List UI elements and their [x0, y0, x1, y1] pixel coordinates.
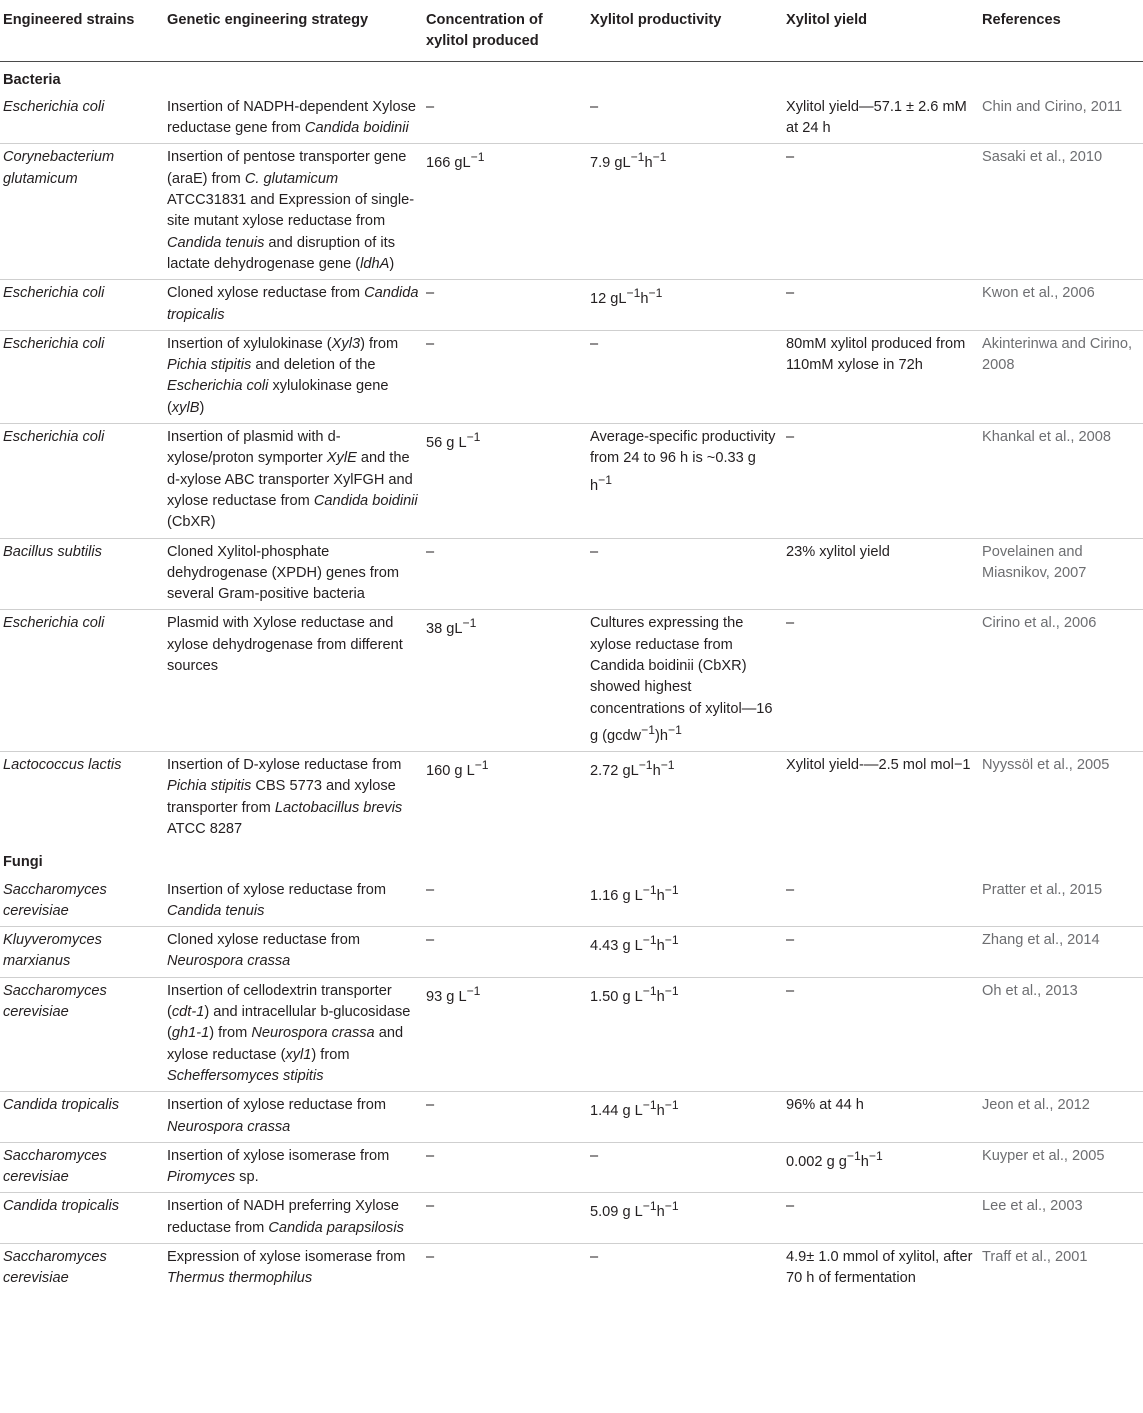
productivity-cell: – [587, 330, 783, 423]
table-row [0, 927, 1143, 978]
productivity-cell: 1.16 g $L^{-1}h^{-1}$ [590, 882, 679, 904]
yield-cell: – [783, 280, 979, 331]
productivity-cell: – [587, 1142, 783, 1193]
yield-cell: 80mM xylitol produced from 110mM xylose in 72h [783, 330, 979, 423]
strategy-cell: Insertion of cellodextrin transporter (cdt-1) and intracellular b-glucosidase (gh1-1) from Neurospora crassa and xylose reductase (xyl1) from Scheffersomyces stipitis [164, 977, 423, 1091]
productivity-cell: – [590, 98, 599, 115]
yield-cell: – [783, 610, 979, 752]
table-row [0, 1092, 1143, 1143]
yield-cell: 23% xylitol yield [783, 538, 979, 610]
reference-cell: Zhang et al., 2014 [979, 927, 1143, 978]
table-row [0, 610, 1143, 752]
strategy-cell: Insertion of NADPH-dependent Xylose reductase gene from Candida boidinii [167, 98, 417, 137]
header-yield: Xylitol yield [783, 0, 979, 61]
reference-cell: Traff et al., 2001 [979, 1244, 1143, 1294]
productivity-cell: Average-specific productivity from 24 to 96 h is ~0.33 g $h^{-1}$ [587, 424, 783, 538]
header-strategy: Genetic engineering strategy [164, 0, 423, 61]
yield-cell: – [783, 927, 979, 978]
productivity-cell: 2.72 $gL^{-1}h^{-1}$ [587, 752, 783, 845]
concentration-cell: – [423, 1092, 587, 1143]
strain-cell: Lactococcus lactis [0, 752, 164, 845]
strategy-cell: Insertion of D-xylose reductase from Pichia stipitis CBS 5773 and xylose transporter from Lactobacillus brevis ATCC 8287 [164, 752, 423, 845]
strategy-cell: Cloned xylose reductase from Neurospora crassa [164, 927, 423, 978]
productivity-cell: 1.50 g $L^{-1}h^{-1}$ [587, 977, 783, 1091]
strain-cell: Escherichia coli [0, 424, 164, 538]
yield-cell: 4.9± 1.0 mmol of xylitol, after 70 h of fermentation [783, 1244, 979, 1294]
strain-cell: Candida tropicalis [0, 1092, 164, 1143]
table-row [0, 1142, 1143, 1193]
productivity-cell: 4.43 g $L^{-1}h^{-1}$ [587, 927, 783, 978]
table-row [0, 877, 1143, 927]
strategy-cell: Plasmid with Xylose reductase and xylose dehydrogenase from different sources [164, 610, 423, 752]
table-row [0, 144, 1143, 280]
strain-cell: Saccharomyces cerevisiae [0, 1244, 164, 1294]
strategy-cell: Insertion of xylose reductase from Candida tenuis [167, 881, 387, 919]
table-row [0, 1244, 1143, 1294]
yield-cell: 96% at 44 h [783, 1092, 979, 1143]
reference-cell: Akinterinwa and Cirino, 2008 [979, 330, 1143, 423]
header-row [0, 0, 1143, 61]
reference-cell: Jeon et al., 2012 [979, 1092, 1143, 1143]
strain-cell: Saccharomyces cerevisiae [3, 881, 107, 919]
productivity-cell: – [587, 1244, 783, 1294]
strategy-cell: Cloned Xylitol-phosphate dehydrogenase (XPDH) genes from several Gram-positive bacteria [164, 538, 423, 610]
concentration-cell: – [426, 881, 435, 898]
reference-cell: Pratter et al., 2015 [982, 881, 1103, 898]
strategy-cell: Cloned xylose reductase from Candida tropicalis [164, 280, 423, 331]
header-concentration: Concentration of xylitol produced [423, 0, 587, 61]
strategy-cell: Insertion of pentose transporter gene (araE) from C. glutamicum ATCC31831 and Expression of single-site mutant xylose reductase from Candida tenuis and disruption of its lactate dehydrogenase gene (ldhA) [164, 144, 423, 280]
yield-cell: Xylitol yield-—2.5 mol mol−1 [783, 752, 979, 845]
strategy-cell: Expression of xylose isomerase from Thermus thermophilus [164, 1244, 423, 1294]
productivity-cell: – [587, 538, 783, 610]
reference-cell: Kuyper et al., 2005 [979, 1142, 1143, 1193]
header-strain: Engineered strains [0, 0, 164, 61]
concentration-cell: 93 g $L^{-1}$ [423, 977, 587, 1091]
section-label-bacteria: Bacteria [3, 71, 61, 88]
productivity-cell: 7.9 $gL^{-1}h^{-1}$ [587, 144, 783, 280]
table-row [0, 538, 1143, 610]
strategy-cell: Insertion of NADH preferring Xylose reductase from Candida parapsilosis [164, 1193, 423, 1244]
strain-cell: Escherichia coli [3, 98, 105, 115]
reference-cell: Sasaki et al., 2010 [979, 144, 1143, 280]
strain-cell: Escherichia coli [0, 280, 164, 331]
strain-cell: Saccharomyces cerevisiae [0, 977, 164, 1091]
concentration-cell: – [423, 330, 587, 423]
strain-cell: Bacillus subtilis [0, 538, 164, 610]
section-label-fungi: Fungi [3, 854, 43, 871]
reference-cell: Kwon et al., 2006 [979, 280, 1143, 331]
concentration-cell: 160 g $L^{-1}$ [423, 752, 587, 845]
section-row-bacteria [0, 61, 1143, 94]
concentration-cell: – [423, 1193, 587, 1244]
productivity-cell: Cultures expressing the xylose reductase from Candida boidinii (CbXR) showed highest concentrations of xylitol—16 g $(\gcd w^{-1})h^{-1}$ [587, 610, 783, 752]
concentration-cell: – [423, 1142, 587, 1193]
yield-cell: Xylitol yield—57.1 ± 2.6 mM at 24 h [786, 98, 967, 137]
table-row [0, 280, 1143, 331]
header-productivity: Xylitol productivity [587, 0, 783, 61]
reference-cell: Povelainen and Miasnikov, 2007 [979, 538, 1143, 610]
reference-cell: Khankal et al., 2008 [979, 424, 1143, 538]
productivity-cell: 12 $gL^{-1}h^{-1}$ [587, 280, 783, 331]
strain-cell: Escherichia coli [0, 330, 164, 423]
yield-cell: – [783, 977, 979, 1091]
strategy-cell: Insertion of xylose reductase from Neurospora crassa [164, 1092, 423, 1143]
concentration-cell: 38 $gL^{-1}$ [423, 610, 587, 752]
table-row [0, 977, 1143, 1091]
table-row [0, 94, 1143, 144]
yield-cell: 0.002 g $g^{-1}h^{-1}$ [783, 1142, 979, 1193]
yield-cell: – [783, 1193, 979, 1244]
strain-cell: Escherichia coli [0, 610, 164, 752]
concentration-cell: 166 $gL^{-1}$ [423, 144, 587, 280]
concentration-cell: – [423, 1244, 587, 1294]
strategy-cell: Insertion of xylulokinase (Xyl3) from Pichia stipitis and deletion of the Escherichia coli xylulokinase gene (xylB) [164, 330, 423, 423]
table-row [0, 424, 1143, 538]
table-row [0, 330, 1143, 423]
strain-cell: Corynebacterium glutamicum [0, 144, 164, 280]
header-references: References [979, 0, 1143, 61]
productivity-cell: 5.09 g $L^{-1}h^{-1}$ [587, 1193, 783, 1244]
reference-cell: Nyyssöl et al., 2005 [979, 752, 1143, 845]
reference-cell: Oh et al., 2013 [979, 977, 1143, 1091]
productivity-cell: 1.44 g $L^{-1}h^{-1}$ [587, 1092, 783, 1143]
concentration-cell: – [423, 927, 587, 978]
concentration-cell: – [423, 280, 587, 331]
strategy-cell: Insertion of plasmid with d-xylose/proton symporter XylE and the d-xylose ABC transporter XylFGH and xylose reductase from Candida boidinii (CbXR) [164, 424, 423, 538]
strain-cell: Kluyveromyces marxianus [0, 927, 164, 978]
concentration-cell: 56 g $L^{-1}$ [423, 424, 587, 538]
yield-cell: – [783, 424, 979, 538]
yield-cell: – [783, 144, 979, 280]
concentration-cell: – [423, 538, 587, 610]
strategy-cell: Insertion of xylose isomerase from Piromyces sp. [164, 1142, 423, 1193]
concentration-cell: – [426, 98, 435, 115]
section-row-fungi [0, 844, 1143, 876]
reference-cell: Lee et al., 2003 [979, 1193, 1143, 1244]
reference-cell: Chin and Cirino, 2011 [982, 98, 1123, 115]
table-row [0, 752, 1143, 845]
strain-cell: Candida tropicalis [0, 1193, 164, 1244]
reference-cell: Cirino et al., 2006 [979, 610, 1143, 752]
table-row [0, 1193, 1143, 1244]
yield-cell: – [786, 881, 795, 898]
strain-cell: Saccharomyces cerevisiae [0, 1142, 164, 1193]
